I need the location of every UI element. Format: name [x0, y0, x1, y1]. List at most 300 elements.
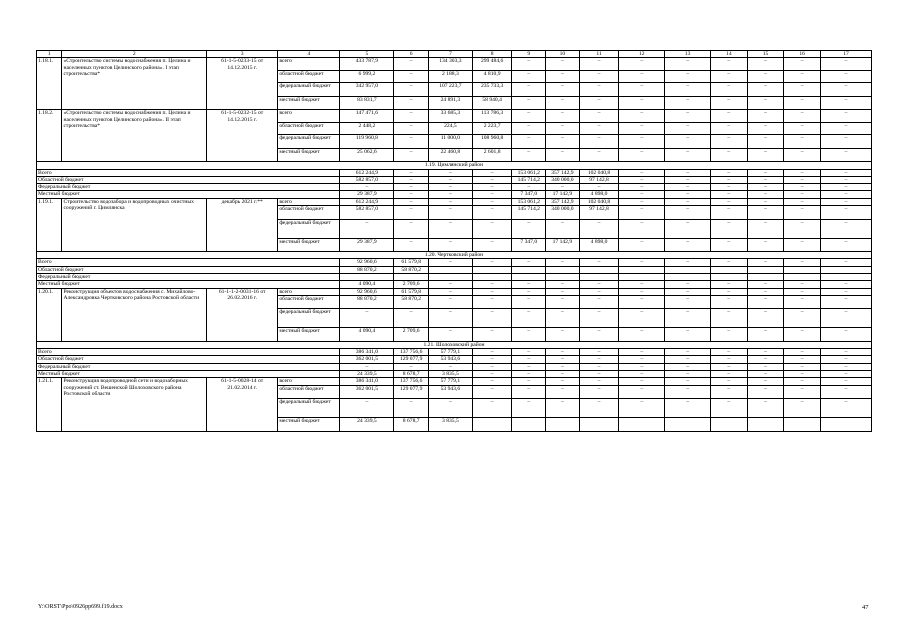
footer-file-path: Y:\ORST\Ppo\0926pp699.f19.docx — [38, 604, 123, 610]
value-cell: 107 223,7 — [429, 83, 473, 97]
value-cell: – — [472, 281, 512, 288]
value-cell: – — [784, 349, 821, 356]
value-cell: – — [784, 135, 821, 149]
value-cell: – — [711, 184, 748, 191]
value-cell: – — [472, 206, 512, 220]
value-cell: – — [747, 309, 784, 328]
value-cell: – — [619, 328, 665, 342]
value-cell: – — [711, 70, 748, 83]
value-cell: – — [394, 206, 429, 220]
value-cell: – — [665, 399, 711, 418]
value-cell: – — [820, 96, 871, 110]
value-cell: – — [820, 198, 871, 205]
value-cell: – — [784, 169, 821, 176]
value-cell: – — [820, 356, 871, 363]
value-cell: – — [472, 176, 512, 183]
value-cell: – — [665, 184, 711, 191]
value-cell: – — [784, 219, 821, 238]
value-cell: – — [512, 135, 546, 149]
value-cell: – — [747, 328, 784, 342]
value-cell: – — [711, 96, 748, 110]
value-cell: – — [820, 176, 871, 183]
column-number: 6 — [394, 51, 429, 58]
value-cell: – — [512, 356, 546, 363]
value-cell: – — [546, 135, 580, 149]
value-cell: – — [711, 399, 748, 418]
value-cell: – — [747, 122, 784, 135]
value-cell: 33 685,3 — [429, 110, 473, 123]
value-cell: – — [429, 288, 473, 295]
value-cell: – — [394, 363, 429, 370]
value-cell: – — [784, 295, 821, 309]
value-cell: – — [665, 349, 711, 356]
value-cell: – — [546, 288, 580, 295]
value-cell: 88 870,2 — [340, 266, 394, 273]
value-cell: – — [579, 70, 619, 83]
value-cell: – — [429, 399, 473, 418]
value-cell: 386 341,0 — [340, 349, 394, 356]
value-cell: – — [394, 238, 429, 252]
empty-cell — [512, 418, 546, 432]
value-cell: – — [747, 198, 784, 205]
value-cell: – — [472, 399, 512, 418]
value-cell: – — [784, 328, 821, 342]
value-cell: 362 001,5 — [340, 356, 394, 363]
value-cell: – — [665, 96, 711, 110]
value-cell: – — [579, 148, 619, 162]
value-cell: – — [747, 371, 784, 378]
value-cell: – — [472, 288, 512, 295]
value-cell: – — [429, 191, 473, 198]
project-name: «Строительство системы водоснабжения п. Целина и населенных пунктов Целинского района». II этап строительства* — [62, 110, 207, 162]
value-cell: – — [340, 363, 394, 370]
value-cell: 612 244,9 — [340, 198, 394, 205]
value-cell: – — [512, 349, 546, 356]
value-cell: – — [579, 378, 619, 385]
project-number: 1.20.1. — [37, 288, 62, 341]
value-cell: – — [546, 356, 580, 363]
column-number: 1 — [37, 51, 62, 58]
value-cell: – — [747, 206, 784, 220]
value-cell: – — [429, 184, 473, 191]
value-cell: – — [784, 288, 821, 295]
value-cell: 53 943,6 — [429, 385, 473, 399]
summary-label: Федеральный бюджет — [37, 184, 340, 191]
empty-cell — [472, 266, 512, 273]
empty-cell — [340, 273, 394, 280]
value-cell: – — [711, 219, 748, 238]
value-cell: – — [784, 309, 821, 328]
value-cell: – — [619, 363, 665, 370]
value-cell: 612 244,9 — [340, 169, 394, 176]
value-cell: 8 678,7 — [394, 418, 429, 432]
value-cell: – — [579, 288, 619, 295]
value-cell: – — [711, 378, 748, 385]
value-cell: 53 943,6 — [429, 356, 473, 363]
value-cell: – — [472, 259, 512, 266]
value-cell: – — [747, 58, 784, 71]
value-cell: – — [619, 288, 665, 295]
value-cell: 4 898,0 — [579, 191, 619, 198]
empty-cell — [665, 273, 711, 280]
funding-source: областной бюджет — [278, 295, 340, 309]
value-cell: – — [747, 176, 784, 183]
value-cell: – — [784, 148, 821, 162]
value-cell: – — [665, 288, 711, 295]
value-cell: – — [546, 281, 580, 288]
value-cell: – — [820, 58, 871, 71]
value-cell: – — [784, 191, 821, 198]
value-cell: – — [579, 184, 619, 191]
summary-label: Всего — [37, 259, 340, 266]
funding-source: областной бюджет — [278, 122, 340, 135]
value-cell: – — [472, 191, 512, 198]
project-name: Реконструкция водопроводной сети и водозаборных сооружений ст. Вешенской Шолоховского района Ростовской области — [62, 378, 207, 431]
value-cell: 2 601,8 — [472, 148, 512, 162]
empty-cell — [579, 273, 619, 280]
value-cell: – — [579, 281, 619, 288]
value-cell: – — [394, 184, 429, 191]
funding-source: местный бюджет — [278, 418, 340, 432]
empty-cell — [512, 273, 546, 280]
value-cell: – — [747, 399, 784, 418]
value-cell: – — [619, 385, 665, 399]
value-cell: – — [820, 399, 871, 418]
value-cell: – — [546, 349, 580, 356]
value-cell: – — [512, 122, 546, 135]
value-cell: 92 960,6 — [340, 288, 394, 295]
value-cell: – — [394, 122, 429, 135]
value-cell: – — [747, 363, 784, 370]
value-cell: – — [472, 309, 512, 328]
value-cell: 386 341,0 — [340, 378, 394, 385]
value-cell: – — [619, 219, 665, 238]
value-cell: – — [747, 184, 784, 191]
value-cell: 4 898,0 — [579, 238, 619, 252]
value-cell: – — [820, 169, 871, 176]
value-cell: 342 957,0 — [340, 83, 394, 97]
value-cell: – — [747, 349, 784, 356]
summary-label: Местный бюджет — [37, 191, 340, 198]
value-cell: 97 142,8 — [579, 206, 619, 220]
value-cell: – — [619, 184, 665, 191]
value-cell: 108 960,8 — [472, 135, 512, 149]
value-cell: – — [394, 191, 429, 198]
empty-cell — [665, 266, 711, 273]
summary-row — [37, 273, 872, 280]
value-cell: – — [784, 198, 821, 205]
value-cell: – — [579, 385, 619, 399]
value-cell: – — [619, 169, 665, 176]
value-cell: – — [579, 259, 619, 266]
funding-source: всего — [278, 58, 340, 71]
value-cell: – — [711, 363, 748, 370]
value-cell: – — [665, 169, 711, 176]
value-cell: – — [619, 281, 665, 288]
value-cell: – — [512, 288, 546, 295]
summary-row — [37, 169, 872, 176]
value-cell: – — [394, 58, 429, 71]
value-cell: – — [711, 122, 748, 135]
summary-row — [37, 184, 872, 191]
value-cell: – — [546, 328, 580, 342]
value-cell: – — [784, 96, 821, 110]
column-number: 13 — [665, 51, 711, 58]
empty-cell — [579, 266, 619, 273]
value-cell: – — [665, 122, 711, 135]
value-cell: 11 000,0 — [429, 135, 473, 149]
value-cell: 362 001,5 — [340, 385, 394, 399]
value-cell: – — [711, 83, 748, 97]
value-cell: 6 999,2 — [340, 70, 394, 83]
summary-row — [37, 281, 872, 288]
value-cell: – — [784, 70, 821, 83]
value-cell: 4 090,4 — [340, 281, 394, 288]
column-number: 15 — [747, 51, 784, 58]
value-cell: – — [820, 83, 871, 97]
value-cell: – — [579, 295, 619, 309]
value-cell: – — [394, 198, 429, 205]
value-cell: – — [820, 363, 871, 370]
project-row — [37, 288, 872, 295]
value-cell: – — [429, 219, 473, 238]
value-cell: – — [784, 206, 821, 220]
funding-source: местный бюджет — [278, 148, 340, 162]
summary-row — [37, 371, 872, 378]
value-cell: – — [472, 198, 512, 205]
value-cell: – — [512, 148, 546, 162]
header-row — [37, 51, 872, 58]
value-cell: – — [579, 363, 619, 370]
empty-cell — [784, 273, 821, 280]
project-name: «Строительство системы водоснабжения п. Целина и населенных пунктов Целинского района». I этап строительства* — [62, 58, 207, 110]
empty-cell — [820, 273, 871, 280]
value-cell: – — [394, 219, 429, 238]
value-cell: 58 870,2 — [394, 295, 429, 309]
value-cell: – — [429, 169, 473, 176]
value-cell: – — [820, 191, 871, 198]
empty-cell — [429, 266, 473, 273]
value-cell: – — [711, 349, 748, 356]
value-cell: 61 579,8 — [394, 259, 429, 266]
value-cell: – — [784, 281, 821, 288]
value-cell: – — [784, 110, 821, 123]
project-name: Строительство водозабора и водопроводных очистных сооружений г. Цимлянска — [62, 198, 207, 251]
funding-source: всего — [278, 378, 340, 385]
value-cell: – — [747, 281, 784, 288]
value-cell: – — [579, 110, 619, 123]
project-number: 1.18.2. — [37, 110, 62, 162]
value-cell: 24 339,5 — [340, 371, 394, 378]
value-cell: – — [665, 385, 711, 399]
value-cell: – — [579, 96, 619, 110]
value-cell: – — [711, 371, 748, 378]
value-cell: – — [619, 58, 665, 71]
value-cell: – — [820, 371, 871, 378]
column-number: 12 — [619, 51, 665, 58]
value-cell: – — [784, 385, 821, 399]
value-cell: – — [747, 378, 784, 385]
project-code: 61-1-5-0232-15 от 14.12.2015 г. — [207, 110, 278, 162]
value-cell: – — [579, 135, 619, 149]
value-cell: – — [619, 309, 665, 328]
value-cell: 145 714,2 — [512, 176, 546, 183]
value-cell: – — [340, 309, 394, 328]
value-cell: – — [394, 70, 429, 83]
value-cell: – — [784, 371, 821, 378]
value-cell: – — [579, 356, 619, 363]
value-cell: 433 787,9 — [340, 58, 394, 71]
value-cell: – — [619, 135, 665, 149]
value-cell: – — [665, 378, 711, 385]
project-name: Реконструкция объектов водоснабжения с. Михайлово-Александровка Чертковского района Ростовской области — [62, 288, 207, 341]
value-cell: – — [711, 238, 748, 252]
value-cell: – — [472, 169, 512, 176]
value-cell: 29 387,9 — [340, 191, 394, 198]
summary-row — [37, 349, 872, 356]
summary-row — [37, 191, 872, 198]
value-cell: – — [546, 309, 580, 328]
value-cell: – — [429, 295, 473, 309]
value-cell: – — [747, 238, 784, 252]
value-cell: – — [579, 328, 619, 342]
value-cell: 3 835,5 — [429, 418, 473, 432]
value-cell: – — [820, 184, 871, 191]
column-number: 16 — [784, 51, 821, 58]
value-cell: – — [546, 399, 580, 418]
summary-label: Федеральный бюджет — [37, 363, 340, 370]
value-cell: – — [665, 135, 711, 149]
value-cell: – — [546, 363, 580, 370]
value-cell: 22 460,8 — [429, 148, 473, 162]
value-cell: 88 870,2 — [340, 295, 394, 309]
funding-source: федеральный бюджет — [278, 309, 340, 328]
value-cell: 119 960,8 — [340, 135, 394, 149]
value-cell: – — [429, 328, 473, 342]
value-cell: – — [512, 58, 546, 71]
summary-label: Федеральный бюджет — [37, 273, 340, 280]
value-cell: – — [394, 83, 429, 97]
value-cell: – — [394, 110, 429, 123]
value-cell: – — [512, 385, 546, 399]
empty-cell — [711, 266, 748, 273]
empty-cell — [512, 266, 546, 273]
value-cell: 357 142,9 — [546, 198, 580, 205]
value-cell: – — [665, 309, 711, 328]
value-cell: – — [820, 288, 871, 295]
section-title: 1.21. Шолоховский район — [37, 341, 872, 348]
value-cell: – — [820, 378, 871, 385]
value-cell: – — [429, 281, 473, 288]
funding-source: местный бюджет — [278, 238, 340, 252]
value-cell: 145 714,2 — [512, 206, 546, 220]
value-cell: – — [340, 399, 394, 418]
value-cell: – — [619, 206, 665, 220]
value-cell: – — [579, 349, 619, 356]
value-cell: 7 347,0 — [512, 191, 546, 198]
value-cell: – — [747, 169, 784, 176]
value-cell: – — [429, 206, 473, 220]
project-code: декабрь 2021 г.** — [207, 198, 278, 251]
page-number: 47 — [862, 604, 869, 611]
summary-label: Областной бюджет — [37, 176, 340, 183]
funding-source: всего — [278, 110, 340, 123]
value-cell: – — [472, 385, 512, 399]
project-code: 61-1-5-0028-14 от 21.02.2014 г. — [207, 378, 278, 431]
funding-source: областной бюджет — [278, 206, 340, 220]
value-cell: – — [619, 191, 665, 198]
value-cell: – — [711, 135, 748, 149]
value-cell: – — [619, 371, 665, 378]
value-cell: – — [665, 363, 711, 370]
value-cell: – — [820, 110, 871, 123]
value-cell: – — [665, 328, 711, 342]
value-cell: – — [820, 295, 871, 309]
value-cell: – — [429, 238, 473, 252]
value-cell: – — [711, 356, 748, 363]
value-cell: – — [820, 135, 871, 149]
value-cell: – — [546, 110, 580, 123]
value-cell: – — [665, 371, 711, 378]
value-cell: – — [472, 371, 512, 378]
value-cell: – — [784, 122, 821, 135]
value-cell: – — [619, 70, 665, 83]
value-cell: – — [512, 328, 546, 342]
value-cell: 129 077,9 — [394, 385, 429, 399]
empty-cell — [472, 418, 512, 432]
value-cell: – — [340, 219, 394, 238]
value-cell: – — [619, 110, 665, 123]
value-cell: – — [820, 219, 871, 238]
value-cell: 299 484,6 — [472, 58, 512, 71]
value-cell: – — [784, 83, 821, 97]
value-cell: 235 733,3 — [472, 83, 512, 97]
column-number: 11 — [579, 51, 619, 58]
value-cell: – — [619, 96, 665, 110]
value-cell: 2 188,3 — [429, 70, 473, 83]
value-cell: 7 347,0 — [512, 238, 546, 252]
value-cell: – — [784, 184, 821, 191]
value-cell: 61 579,8 — [394, 288, 429, 295]
value-cell: – — [472, 295, 512, 309]
value-cell: – — [665, 176, 711, 183]
column-number: 14 — [711, 51, 748, 58]
value-cell: 2 223,7 — [472, 122, 512, 135]
project-row — [37, 110, 872, 123]
value-cell: – — [747, 288, 784, 295]
column-number: 9 — [512, 51, 546, 58]
value-cell: – — [394, 148, 429, 162]
column-number: 10 — [546, 51, 580, 58]
value-cell: – — [394, 399, 429, 418]
summary-label: Областной бюджет — [37, 356, 340, 363]
value-cell: – — [820, 206, 871, 220]
value-cell: – — [711, 169, 748, 176]
value-cell: 58 870,2 — [394, 266, 429, 273]
value-cell: 24 891,3 — [429, 96, 473, 110]
value-cell: – — [665, 110, 711, 123]
empty-cell — [784, 418, 821, 432]
value-cell: – — [546, 371, 580, 378]
empty-cell — [820, 418, 871, 432]
column-number: 2 — [62, 51, 207, 58]
value-cell: – — [747, 148, 784, 162]
value-cell: – — [512, 309, 546, 328]
value-cell: – — [820, 328, 871, 342]
value-cell: – — [546, 122, 580, 135]
value-cell: – — [619, 356, 665, 363]
value-cell: 92 960,6 — [340, 259, 394, 266]
